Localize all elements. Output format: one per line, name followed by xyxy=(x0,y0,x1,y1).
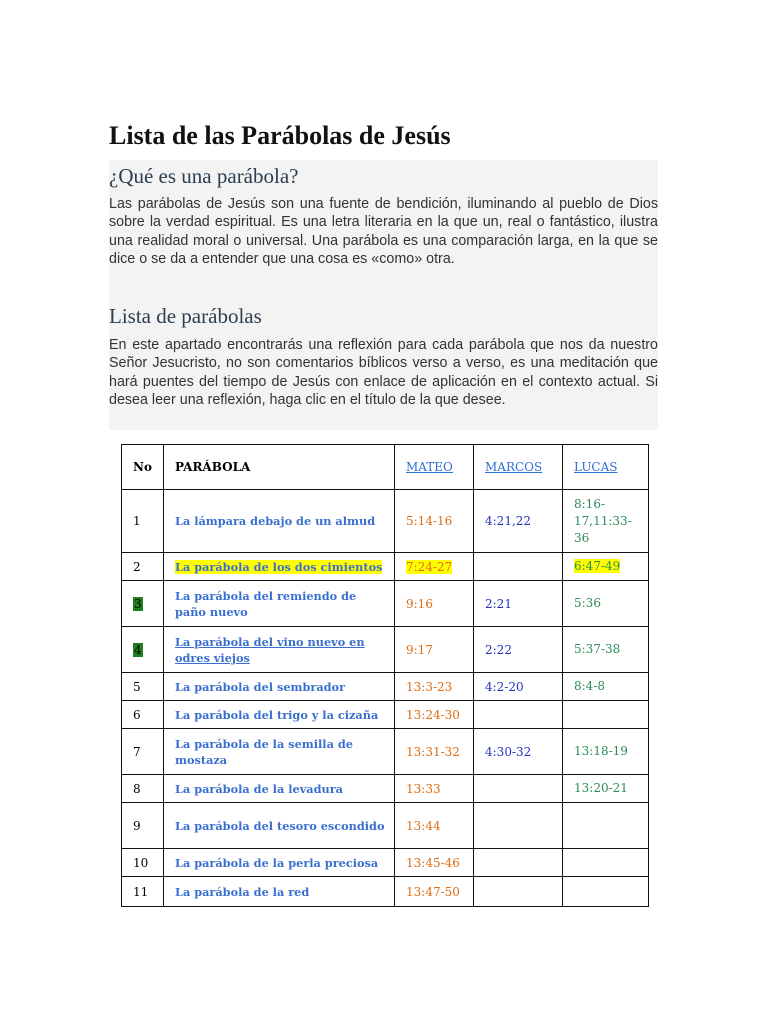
page-title: Lista de las Parábolas de Jesús xyxy=(109,121,451,150)
parables-table xyxy=(121,444,649,907)
parable-link[interactable]: La parábola de la levadura xyxy=(164,775,395,803)
row-number: 4 xyxy=(122,627,164,673)
table-row xyxy=(122,803,649,849)
table-row xyxy=(122,877,649,907)
lucas-ref: 5:37-38 xyxy=(563,627,649,673)
row-number: 5 xyxy=(122,673,164,701)
row-number: 2 xyxy=(122,553,164,581)
mateo-ref: 13:47-50 xyxy=(395,877,474,907)
marcos-ref: 2:21 xyxy=(474,581,563,627)
lucas-ref: 8:16-17,11:33-36 xyxy=(563,490,649,553)
lucas-ref: 8:4-8 xyxy=(563,673,649,701)
marcos-ref xyxy=(474,877,563,907)
marcos-ref xyxy=(474,803,563,849)
row-number: 1 xyxy=(122,490,164,553)
row-number: 7 xyxy=(122,729,164,775)
table-row xyxy=(122,490,649,553)
lucas-ref xyxy=(563,803,649,849)
table-row xyxy=(122,849,649,877)
table-header-row xyxy=(122,445,649,490)
marcos-ref xyxy=(474,553,563,581)
section-paragraph-list: En este apartado encontrarás una reflexión para cada parábola que nos da nuestro Señor Jesucristo, no son comentarios bíblicos verso a verso, es una meditación que hará puentes del tiempo de Jesús con enlace de aplicación en el contexto actual. Si desea leer una reflexión, haga clic en el título de la que desee. xyxy=(109,337,658,409)
header-parabola: PARÁBOLA xyxy=(164,445,395,490)
mateo-ref: 13:24-30 xyxy=(395,701,474,729)
mateo-ref: 13:44 xyxy=(395,803,474,849)
lucas-ref: 13:20-21 xyxy=(563,775,649,803)
section-heading-what-is: ¿Qué es una parábola? xyxy=(109,164,299,188)
header-lucas[interactable]: LUCAS xyxy=(563,445,649,490)
lucas-ref xyxy=(563,877,649,907)
mateo-ref: 9:17 xyxy=(395,627,474,673)
marcos-ref xyxy=(474,849,563,877)
marcos-ref: 4:2-20 xyxy=(474,673,563,701)
marcos-ref: 4:21,22 xyxy=(474,490,563,553)
parable-link[interactable]: La parábola del vino nuevo en odres viejos xyxy=(164,627,395,673)
header-mateo[interactable]: MATEO xyxy=(395,445,474,490)
table-row xyxy=(122,729,649,775)
marcos-ref: 2:22 xyxy=(474,627,563,673)
parable-link[interactable]: La lámpara debajo de un almud xyxy=(164,490,395,553)
parable-link[interactable]: La parábola de la perla preciosa xyxy=(164,849,395,877)
table-row xyxy=(122,581,649,627)
mateo-ref: 13:33 xyxy=(395,775,474,803)
header-no: No xyxy=(122,445,164,490)
parable-link[interactable]: La parábola del remiendo de paño nuevo xyxy=(164,581,395,627)
table-row xyxy=(122,775,649,803)
parable-link[interactable]: La parábola del trigo y la cizaña xyxy=(164,701,395,729)
mateo-ref: 13:31-32 xyxy=(395,729,474,775)
mateo-ref: 9:16 xyxy=(395,581,474,627)
row-number: 3 xyxy=(122,581,164,627)
lucas-ref xyxy=(563,701,649,729)
header-marcos[interactable]: MARCOS xyxy=(474,445,563,490)
row-number: 9 xyxy=(122,803,164,849)
table-row xyxy=(122,673,649,701)
parable-link[interactable]: La parábola de los dos cimientos xyxy=(164,553,395,581)
parable-link[interactable]: La parábola de la semilla de mostaza xyxy=(164,729,395,775)
row-number: 11 xyxy=(122,877,164,907)
parable-link[interactable]: La parábola de la red xyxy=(164,877,395,907)
row-number: 8 xyxy=(122,775,164,803)
mateo-ref: 13:3-23 xyxy=(395,673,474,701)
table-row xyxy=(122,553,649,581)
row-number: 6 xyxy=(122,701,164,729)
marcos-ref xyxy=(474,701,563,729)
mateo-ref: 5:14-16 xyxy=(395,490,474,553)
marcos-ref xyxy=(474,775,563,803)
parable-link[interactable]: La parábola del sembrador xyxy=(164,673,395,701)
section-heading-list: Lista de parábolas xyxy=(109,304,262,328)
table-row xyxy=(122,701,649,729)
table-row xyxy=(122,627,649,673)
mateo-ref: 7:24-27 xyxy=(395,553,474,581)
parable-link[interactable]: La parábola del tesoro escondido xyxy=(164,803,395,849)
marcos-ref: 4:30-32 xyxy=(474,729,563,775)
row-number: 10 xyxy=(122,849,164,877)
section-paragraph-what-is: Las parábolas de Jesús son una fuente de bendición, iluminando al pueblo de Dios sobre la verdad espiritual. Es una letra literaria en la que un, real o fantástico, ilustra una realidad moral o universal. Una parábola es una comparación larga, en la que se dice o se da a entender que una cosa es «como» otra. xyxy=(109,196,658,268)
lucas-ref: 6:47-49 xyxy=(563,553,649,581)
lucas-ref xyxy=(563,849,649,877)
lucas-ref: 13:18-19 xyxy=(563,729,649,775)
mateo-ref: 13:45-46 xyxy=(395,849,474,877)
lucas-ref: 5:36 xyxy=(563,581,649,627)
